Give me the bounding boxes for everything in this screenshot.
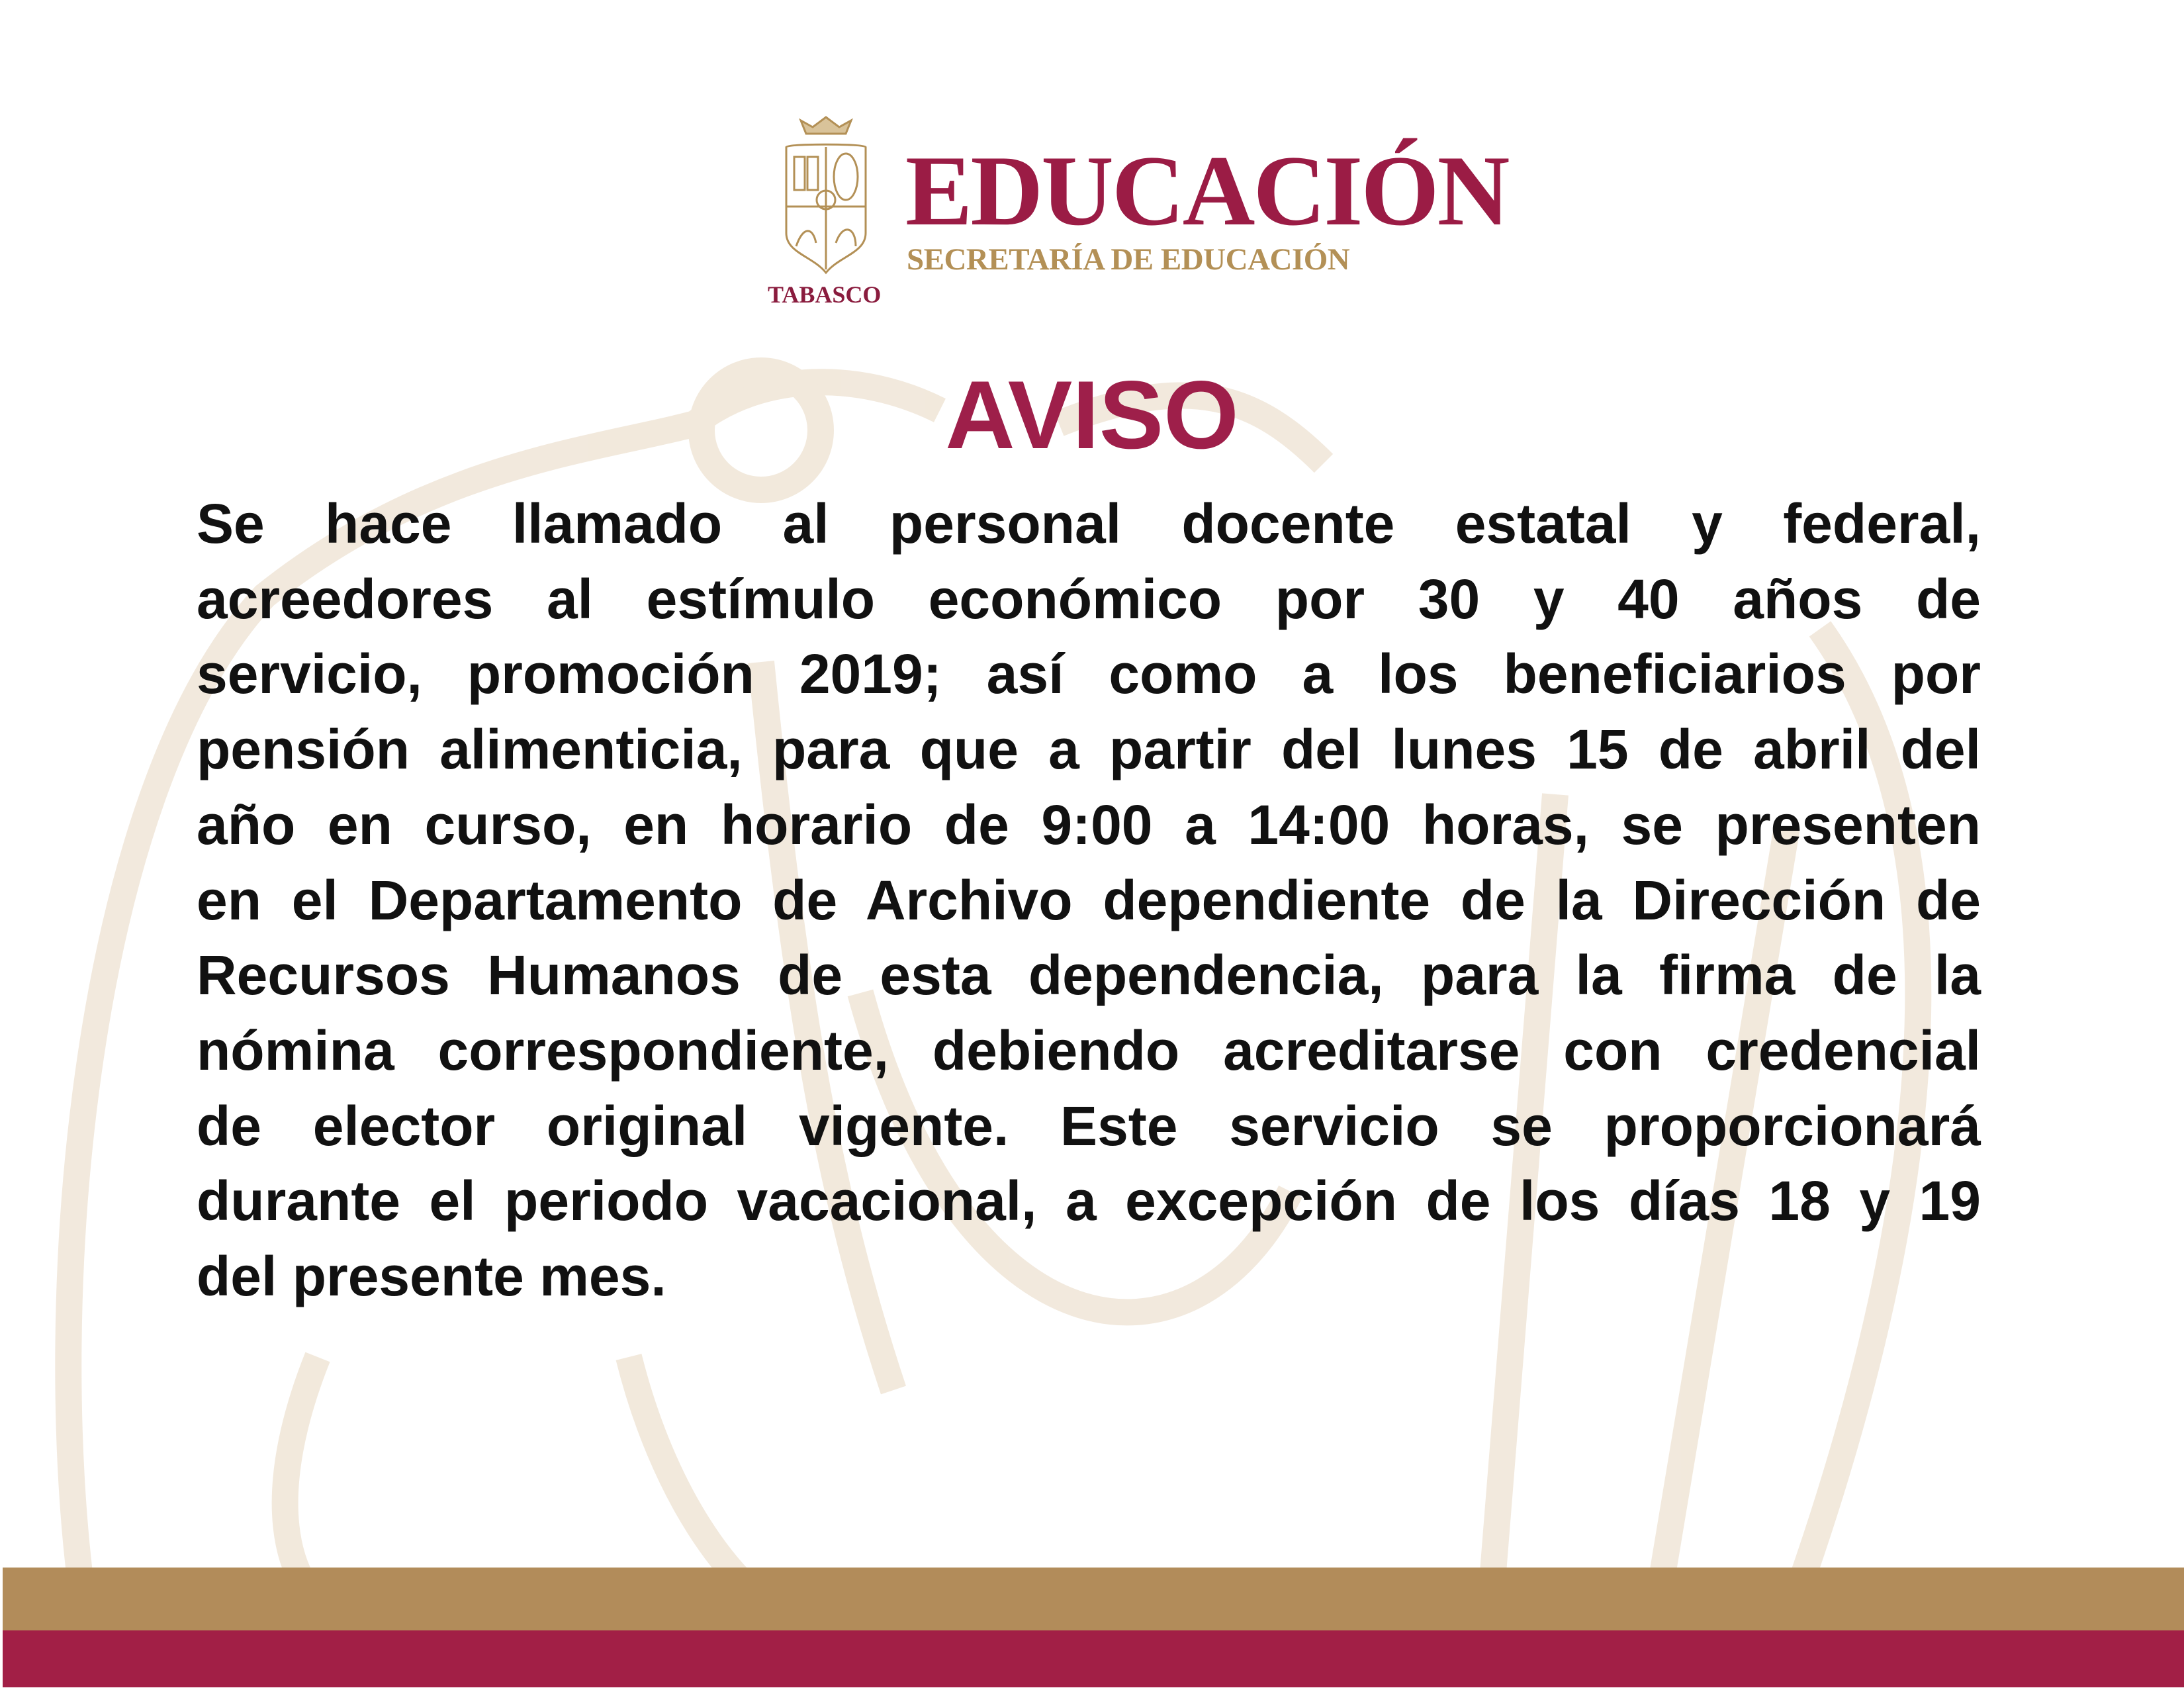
notice-heading-text: AVISO [945,361,1239,469]
notice-line: acreedores al estímulo económico por 30 y 40 años de [197,567,1981,630]
notice-line: pensión alimenticia, para que a partir del lunes 15 de abril del [197,718,1981,781]
brand-title: EDUCACIÓN [905,135,1508,246]
brand-subtitle: SECRETARÍA DE EDUCACIÓN [907,242,1350,277]
footer-red-band [3,1630,2184,1687]
notice-line: año en curso, en horario de 9:00 a 14:00 horas, se presenten [197,793,1981,856]
notice-line: de elector original vigente. Este servicio se proporcionará [197,1094,1981,1157]
notice-line: durante el periodo vacacional, a excepción de los días 18 y 19 [197,1170,1981,1233]
notice-line: del presente mes. [197,1245,666,1308]
notice-line: Se hace llamado al personal docente estatal y federal, [197,492,1981,555]
notice-heading [0,361,2184,469]
brand-state-label: TABASCO [768,281,882,308]
notice-line: Recursos Humanos de esta dependencia, para la firma de la [197,944,1981,1007]
notice-body [197,487,1981,1315]
footer-gold-band [3,1568,2184,1631]
notice-line: en el Departamento de Archivo dependiente de la Dirección de [197,868,1981,931]
notice-line: nómina correspondiente, debiendo acreditarse con credencial [197,1019,1981,1082]
notice-line: servicio, promoción 2019; así como a los beneficiarios por [197,643,1981,706]
tabasco-coat-of-arms-icon [773,114,879,279]
